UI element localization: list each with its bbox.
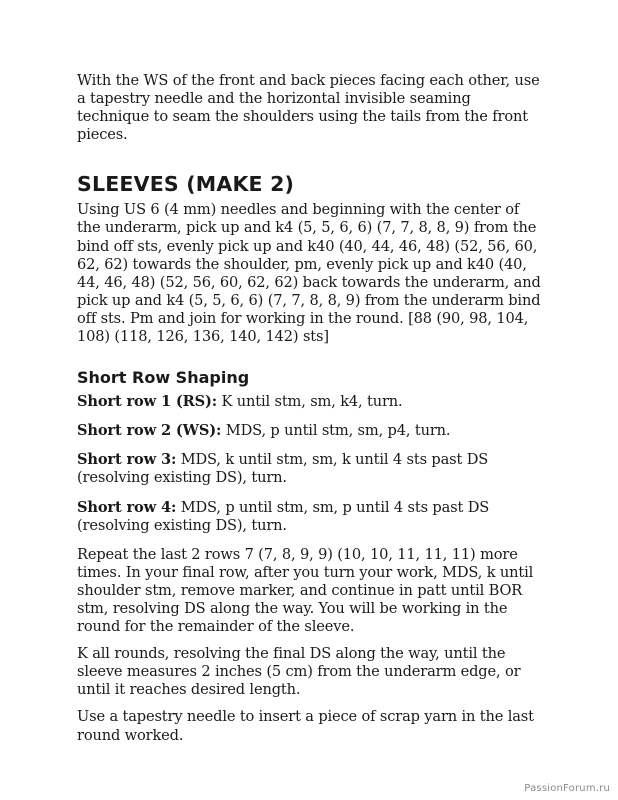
- short-row-4: [77, 499, 547, 535]
- short-row-3: [77, 451, 547, 487]
- watermark-text: PassionForum.ru: [524, 783, 610, 794]
- short-row-1-label: Short row 1 (RS):: [77, 393, 218, 411]
- short-row-3-label: Short row 3:: [77, 451, 177, 469]
- short-row-2-label: Short row 2 (WS):: [77, 422, 222, 440]
- short-row-1: [77, 393, 547, 411]
- short-row-4-label: Short row 4:: [77, 498, 177, 516]
- short-row-2: [77, 422, 547, 440]
- short-row-2-text: MDS, p until stm, sm, p4, turn.: [221, 422, 451, 440]
- sleeves-heading: SLEEVES (MAKE 2): [77, 172, 295, 197]
- short-row-shaping-heading: Short Row Shaping: [77, 368, 250, 388]
- document-page: [77, 72, 547, 754]
- scrap-yarn-paragraph: Use a tapestry needle to insert a piece of scrap yarn in the last round worked.: [77, 708, 534, 744]
- intro-paragraph: With the WS of the front and back pieces facing each other, use a tapestry needle and the horizontal invisible seaming technique to seam the shoulders using the tails from the front pieces.: [77, 72, 540, 144]
- sleeves-paragraph: Using US 6 (4 mm) needles and beginning with the center of the underarm, pick up and k4 (5, 5, 6, 6) (7, 7, 8, 8, 9) from the bind off sts, evenly pick up and k40 (40, 44, 46, 48) (52, 56, 60, 62, 62) towards the shoulder, pm, evenly pick up and k40 (40, 44, 46, 48) (52, 56, 60, 62, 62) back towards the underarm, and pick up and k4 (5, 5, 6, 6) (7, 7, 8, 8, 9) from the underarm bind off sts. Pm and join for working in the round. [88 (90, 98, 104, 108) (118, 126, 136, 140, 142) sts]: [77, 201, 541, 346]
- short-row-4-text: MDS, p until stm, sm, p until 4 sts past DS (resolving existing DS), turn.: [77, 498, 490, 534]
- k-all-rounds-paragraph: K all rounds, resolving the final DS along the way, until the sleeve measures 2 inches (5 cm) from the underarm edge, or until it reaches desired length.: [77, 645, 521, 699]
- repeat-paragraph: Repeat the last 2 rows 7 (7, 8, 9, 9) (10, 10, 11, 11, 11) more times. In your final row, after you turn your work, MDS, k until shoulder stm, remove marker, and continue in patt until BOR stm, resolving DS along the way. You will be working in the round for the remainder of the sleeve.: [77, 545, 534, 636]
- short-row-1-text: K until stm, sm, k4, turn.: [217, 393, 403, 411]
- short-row-3-text: MDS, k until stm, sm, k until 4 sts past DS (resolving existing DS), turn.: [77, 451, 489, 487]
